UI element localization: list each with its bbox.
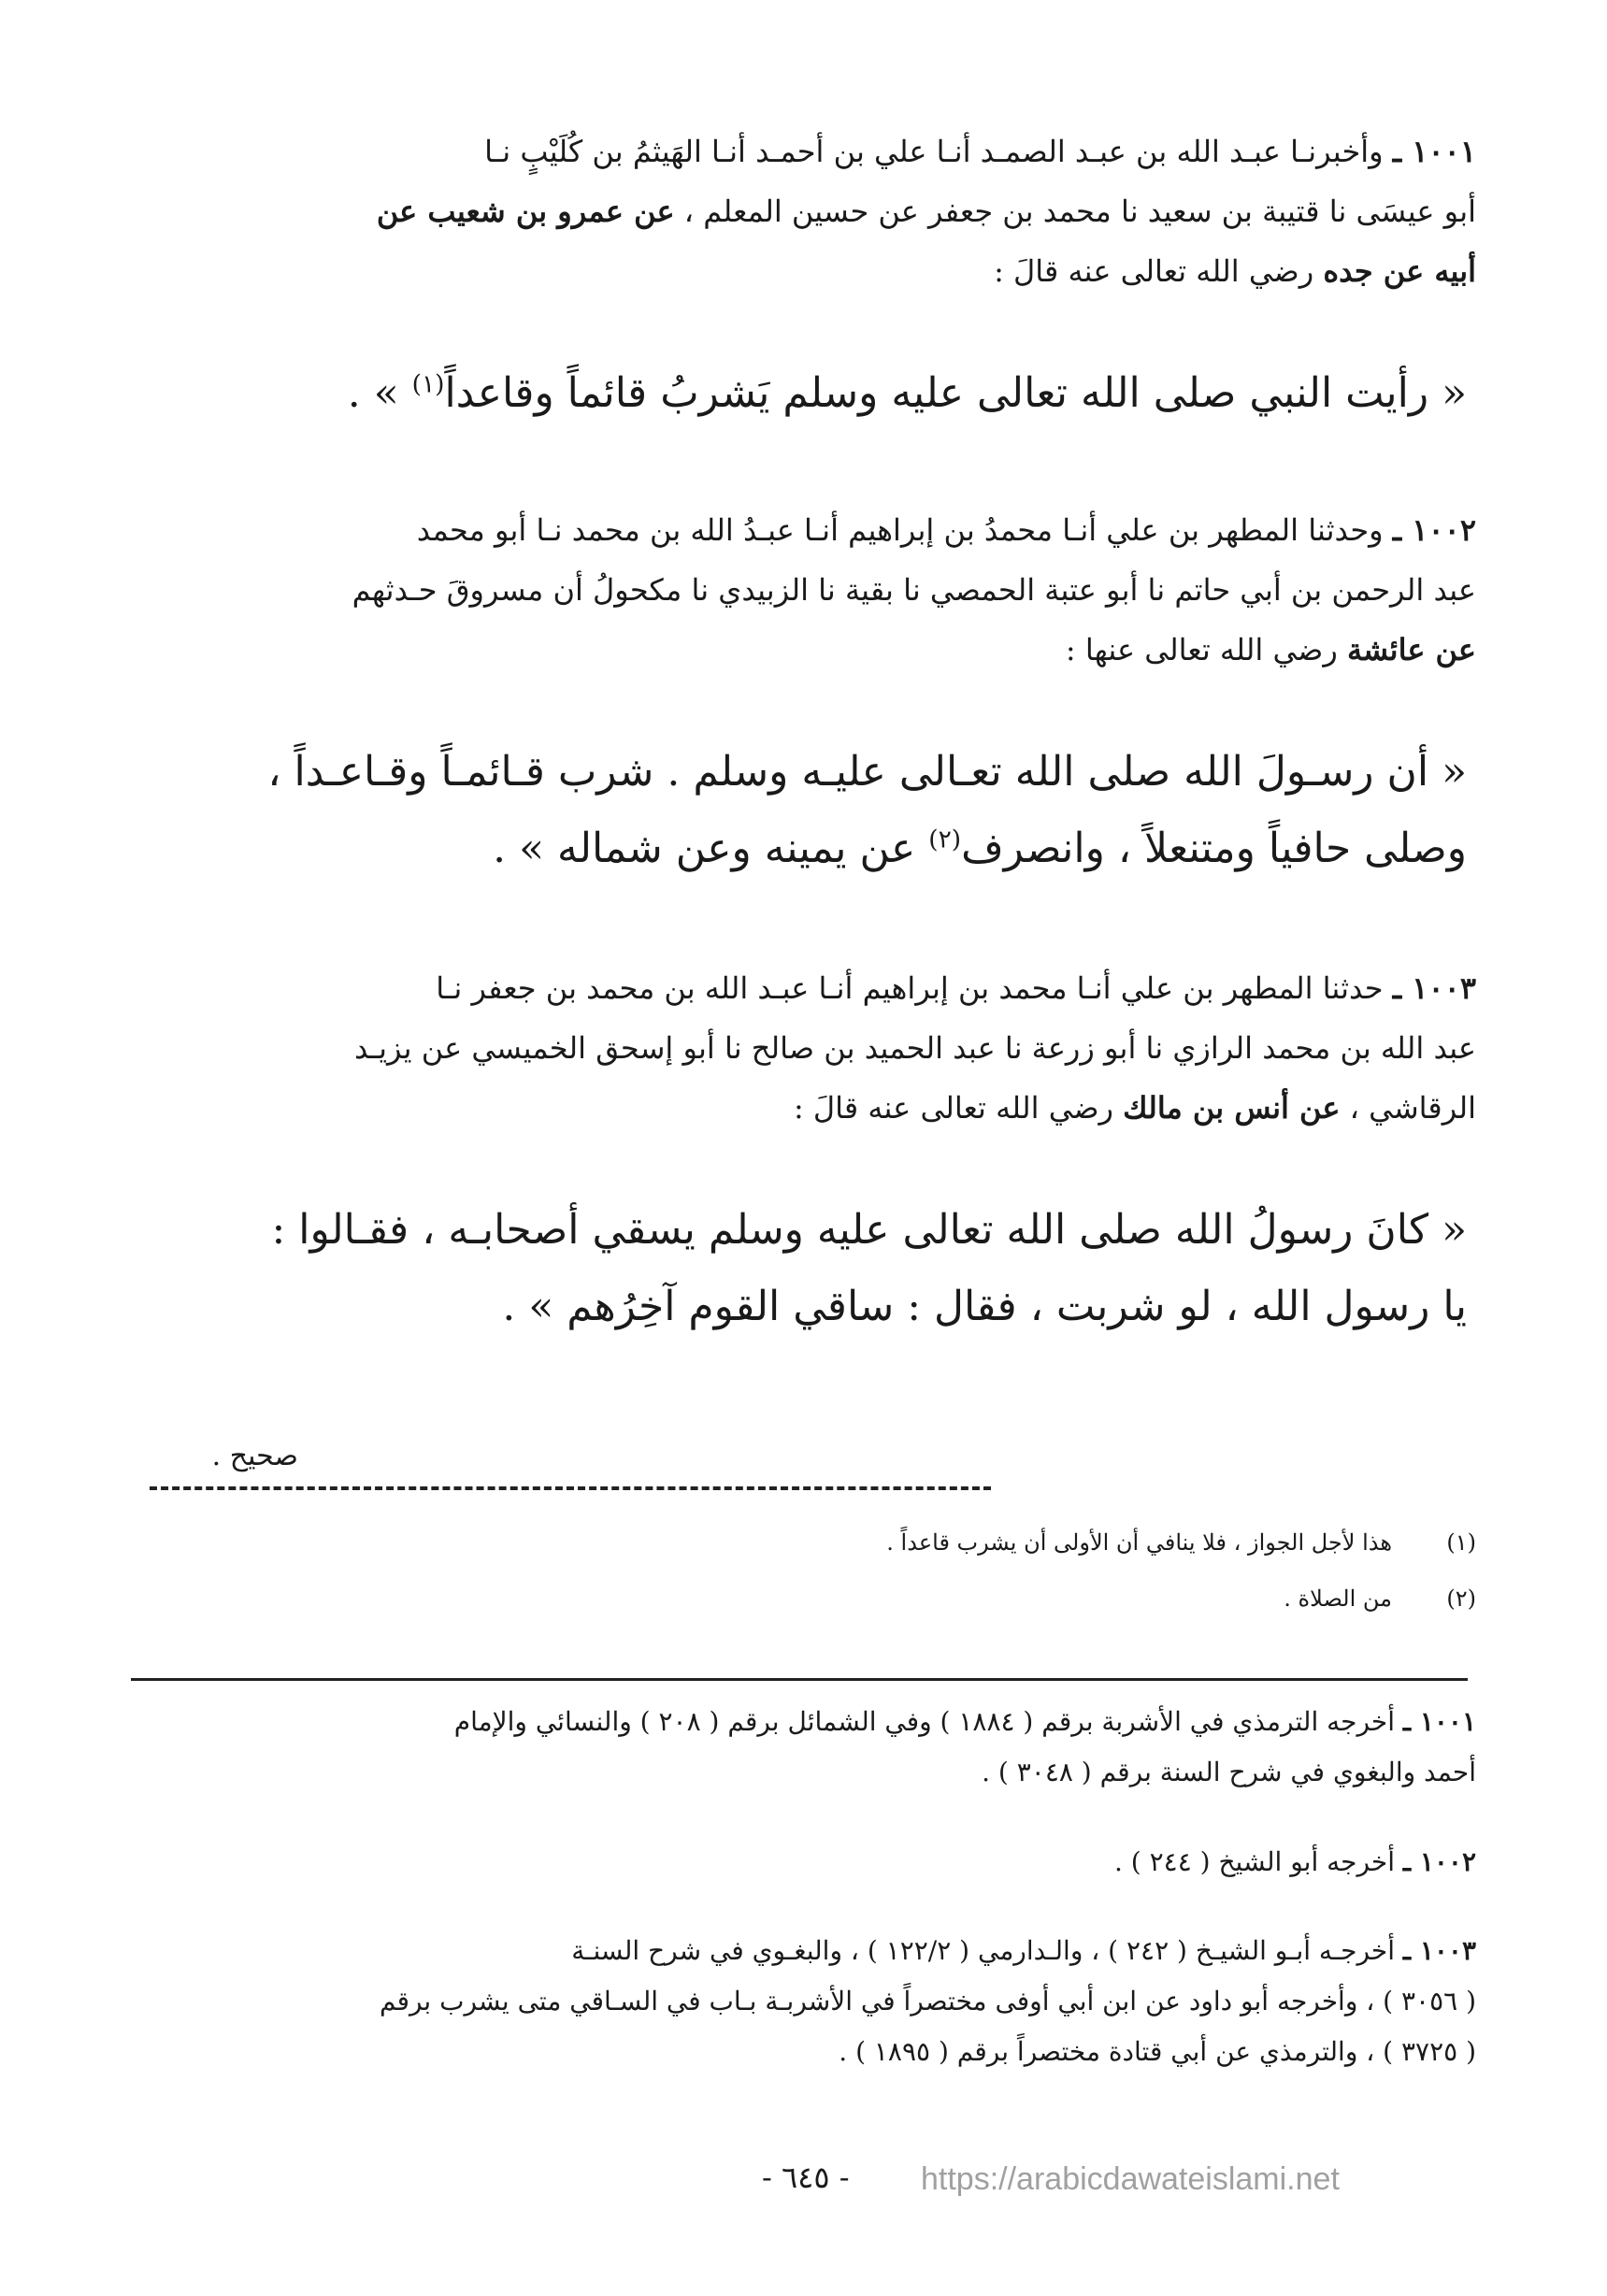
footnote-2 [280,1580,1476,1617]
footnote-number: (٢) [1446,1586,1476,1612]
takhrij-separator [131,1678,1468,1681]
hadith-1001-line-2 [176,181,1476,241]
takhrij-number: ١٠٠٢ ـ [1402,1846,1476,1877]
isnad-text: رضي الله تعالى عنها : [1065,632,1338,667]
isnad-text: عبد الله بن محمد الرازي نا أبو زرعة نا عبد الحميد بن صالح نا أبو إسحق الخميسي عن يزيـد [353,1030,1476,1066]
footnote-separator [150,1486,991,1500]
matn-text: » . [347,369,399,417]
takhrij-line [168,1697,1476,1747]
matn-line: « كانَ رسولُ الله صلى الله تعالى عليه وسلم يسقي أصحابـه ، فقـالوا : [271,1206,1467,1254]
hadith-number: ١٠٠٣ ـ [1392,970,1476,1006]
watermark-url: https://arabicdawateislami.net [921,2161,1340,2197]
isnad-text: وأخبرنـا عبـد الله بن عبـد الصمـد أنـا علي بن أحمـد أنـا الهَيثمُ بن كُلَيْبٍ نـا [484,134,1384,169]
narrator-bold: أبيه عن جده [1323,253,1476,289]
takhrij-text: أخرجه أبو الشيخ ( ٢٤٤ ) . [1114,1846,1395,1877]
hadith-1002-line-1 [176,500,1476,560]
hadith-1002-line-3 [176,620,1476,680]
narrator-bold: عن أنس بن مالك [1123,1090,1341,1126]
matn-line: يا رسول الله ، لو شربت ، فقال : ساقي القوم آخِرُهم » . [502,1283,1467,1330]
takhrij-1002 [168,1837,1476,1887]
isnad-text: رضي الله تعالى عنه قالَ : [793,1090,1113,1126]
hadith-number: ١٠٠١ ـ [1392,134,1476,169]
footnote-ref: (٢) [928,825,962,854]
footnote-1 [280,1524,1476,1561]
hadith-1001 [176,122,1476,301]
hadith-number: ١٠٠٢ ـ [1392,512,1476,548]
matn-line [150,355,1467,432]
hadith-1002 [176,500,1476,680]
hadith-1002-matn [150,734,1467,887]
isnad-text: عبد الرحمن بن أبي حاتم نا أبو عتبة الحمصي نا بقية نا الزبيدي نا مكحولُ أن مسروقَ حـدثهم [352,572,1476,608]
page-number: - ٦٤٥ - [762,2160,850,2195]
takhrij-number: ١٠٠١ ـ [1402,1706,1476,1737]
takhrij-1001 [168,1697,1476,1798]
hadith-1003-line-1 [176,958,1476,1018]
matn-line: « أن رسـولَ الله صلى الله تعـالى عليـه وسلم . شرب قـائمـاً وقـاعـداً ، [267,748,1467,796]
takhrij-text: أخرجه الترمذي في الأشربة برقم ( ١٨٨٤ ) وفي الشمائل برقم ( ٢٠٨ ) والنسائي والإمام [453,1706,1395,1737]
isnad-text: أبو عيسَى نا قتيبة بن سعيد نا محمد بن جعفر عن حسين المعلم ، [683,194,1476,229]
isnad-text: وحدثنا المطهر بن علي أنـا محمدُ بن إبراهيم أنـا عبـدُ الله بن محمد نـا أبو محمد [416,512,1384,548]
matn-line [150,811,1467,887]
isnad-text: رضي الله تعالى عنه قالَ : [994,253,1314,289]
hadith-1003-line-2 [176,1018,1476,1078]
takhrij-line [168,1837,1476,1887]
isnad-text: حدثنا المطهر بن علي أنـا محمد بن إبراهيم أنـا عبـد الله بن محمد بن جعفر نـا [436,970,1384,1006]
matn-text: وصلى حافياً ومتنعلاً ، وانصرف [961,825,1467,872]
isnad-text: الرقاشي ، [1349,1090,1476,1126]
hadith-grade: صحيح . [211,1440,298,1472]
footnote-ref: (١) [411,369,445,399]
takhrij-text: أخرجـه أبـو الشيـخ ( ٢٤٢ ) ، والـدارمي ( ١٢٢/٢ ) ، والبغـوي في شرح السنـة [571,1935,1395,1966]
takhrij-number: ١٠٠٣ ـ [1402,1935,1476,1966]
hadith-1001-line-1 [176,122,1476,181]
footnote-number: (١) [1446,1529,1476,1556]
footnote-text: هذا لأجل الجواز ، فلا ينافي أن الأولى أن يشرب قاعداً . [886,1529,1392,1556]
hadith-1002-line-2 [176,560,1476,620]
takhrij-line: ( ٣٠٥٦ ) ، وأخرجه أبو داود عن ابن أبي أوفى مختصراً في الأشربـة بـاب في السـاقي متى يشرب برقم [379,1986,1476,2016]
takhrij-line: أحمد والبغوي في شرح السنة برقم ( ٣٠٤٨ ) . [982,1757,1476,1787]
takhrij-line: ( ٣٧٢٥ ) ، والترمذي عن أبي قتادة مختصراً برقم ( ١٨٩٥ ) . [839,2036,1476,2067]
narrator-bold: عن عمرو بن شعيب عن [376,194,675,229]
takhrij-line [168,1926,1476,1976]
footnote-text: من الصلاة . [1284,1586,1392,1612]
matn-text: عن يمينه وعن شماله » . [493,825,916,872]
hadith-1003-line-3 [176,1078,1476,1138]
takhrij-1003 [168,1926,1476,2077]
hadith-1003-matn [150,1192,1467,1345]
hadith-1001-matn [150,355,1467,432]
hadith-1003 [176,958,1476,1138]
matn-text: « رأيت النبي صلى الله تعالى عليه وسلم يَشربُ قائماً وقاعداً [444,369,1467,417]
narrator-bold: عن عائشة [1346,632,1476,667]
hadith-1001-line-3 [176,241,1476,301]
